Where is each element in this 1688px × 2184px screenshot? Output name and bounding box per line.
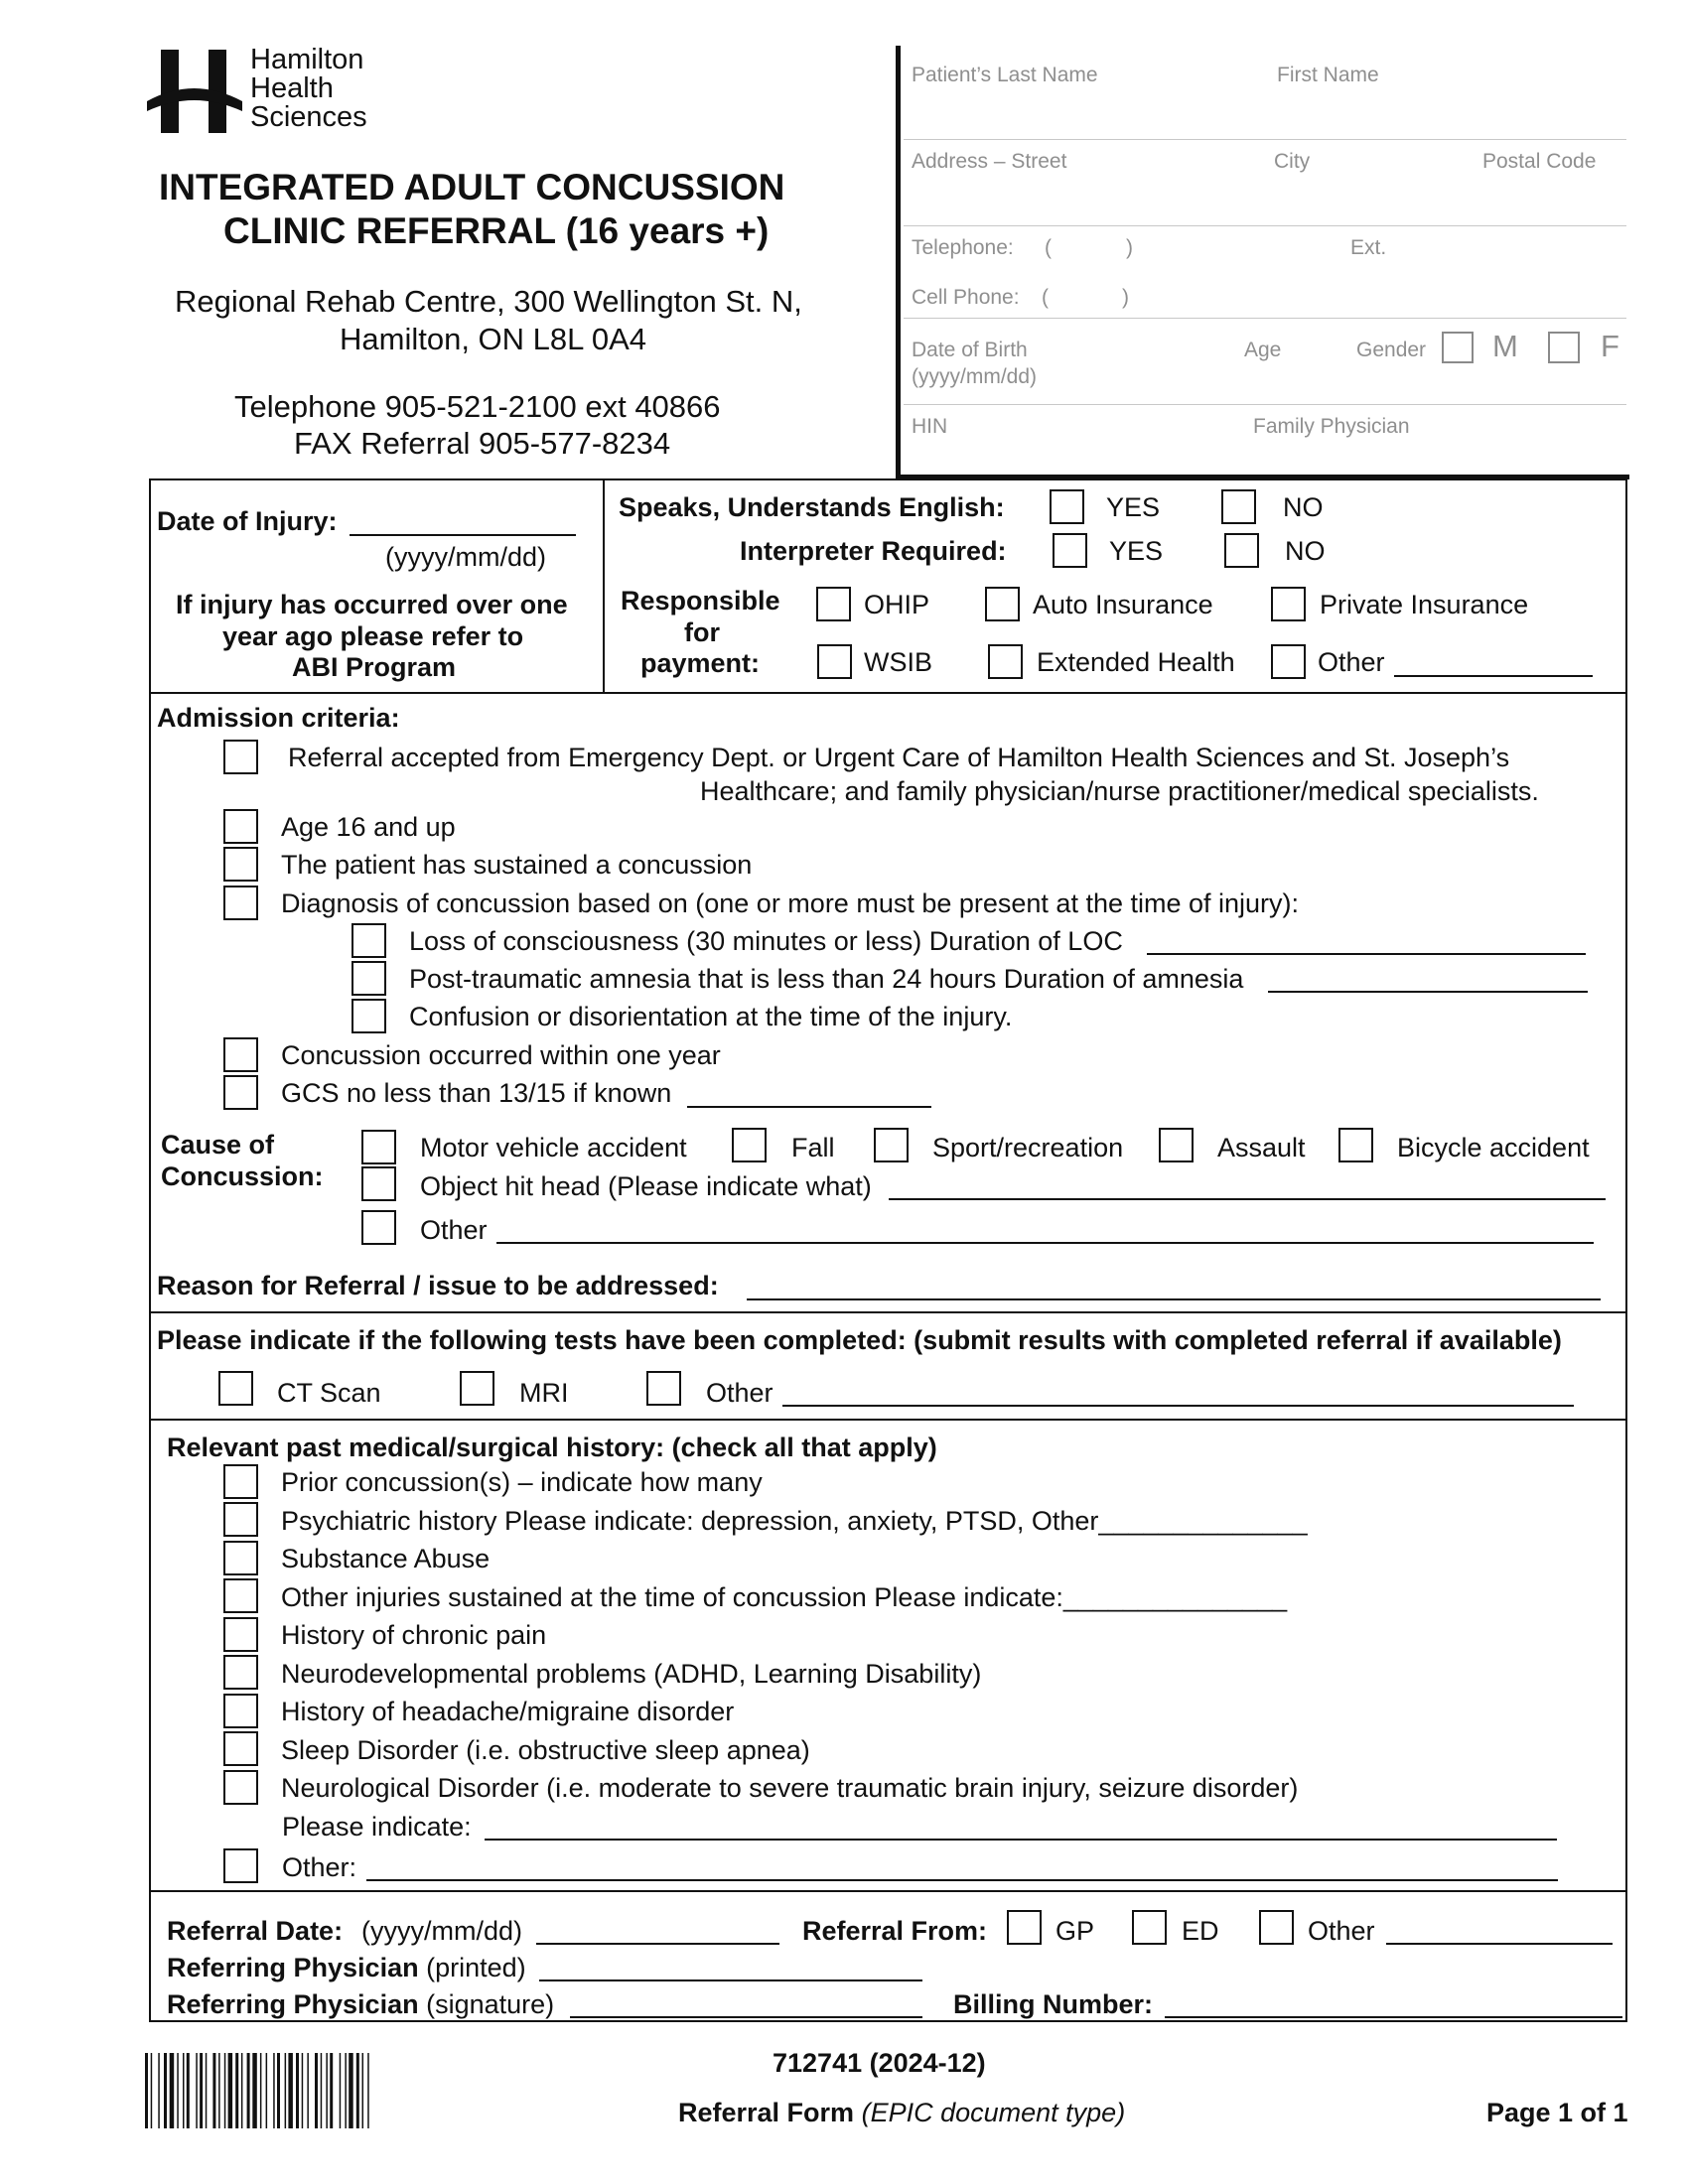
amnesia-checkbox[interactable]	[352, 961, 386, 996]
history-checkbox[interactable]	[223, 1770, 258, 1805]
interpreter-yes-label: YES	[1109, 536, 1164, 566]
interpreter-label: Interpreter Required:	[740, 536, 1007, 566]
referring-physician-label: Referring Physician	[167, 1953, 419, 1982]
referral-accepted-checkbox[interactable]	[223, 740, 258, 774]
gender-f-checkbox[interactable]	[1548, 332, 1580, 363]
confusion-checkbox[interactable]	[352, 999, 386, 1033]
gender-f-label: F	[1601, 329, 1619, 363]
cause-other-label: Other	[420, 1215, 488, 1245]
barcode-bar	[285, 2053, 287, 2128]
barcode-bar	[349, 2053, 353, 2128]
signature-label: (signature)	[426, 1989, 555, 2019]
private-insurance-label: Private Insurance	[1320, 590, 1529, 619]
date-of-injury-field[interactable]	[350, 534, 576, 536]
barcode-bar	[315, 2053, 318, 2128]
payment-other-field[interactable]	[1394, 675, 1593, 677]
ohip-label: OHIP	[864, 590, 930, 619]
section-divider	[149, 1890, 1627, 1892]
history-item: Other injuries sustained at the time of concussion Please indicate:_______________	[281, 1582, 1288, 1612]
barcode-bar	[273, 2053, 275, 2128]
barcode-bar	[307, 2053, 309, 2128]
barcode-bar	[247, 2053, 250, 2128]
cell-paren-close: )	[1122, 286, 1129, 309]
reason-label: Reason for Referral / issue to be addressed:	[157, 1271, 719, 1300]
ct-scan-label: CT Scan	[277, 1378, 381, 1408]
barcode-bar	[241, 2053, 243, 2128]
barcode-bar	[196, 2053, 198, 2128]
tests-other-field[interactable]	[782, 1405, 1574, 1407]
logo-line-3: Sciences	[250, 101, 367, 133]
cause-label-line-1: Cause of	[161, 1130, 275, 1160]
cause-label-line-2: Concussion:	[161, 1161, 324, 1191]
sustained-concussion-checkbox[interactable]	[223, 847, 258, 882]
patient-divider	[904, 318, 1626, 319]
cell-phone-label: Cell Phone:	[912, 286, 1020, 309]
private-insurance-checkbox[interactable]	[1271, 587, 1306, 621]
postal-code-label: Postal Code	[1482, 150, 1597, 173]
barcode-bar	[302, 2053, 304, 2128]
form-bottom-border	[149, 2020, 1627, 2022]
age-16-label: Age 16 and up	[281, 812, 456, 842]
barcode-bar	[164, 2053, 167, 2128]
referring-physician-label: Referring Physician	[167, 1989, 419, 2019]
interpreter-yes-checkbox[interactable]	[1053, 533, 1087, 568]
telephone-paren-open: (	[1045, 236, 1052, 259]
referral-gp-label: GP	[1055, 1916, 1095, 1946]
extended-health-checkbox[interactable]	[988, 644, 1023, 679]
history-item: History of chronic pain	[281, 1620, 547, 1650]
speaks-english-yes-checkbox[interactable]	[1050, 489, 1084, 524]
dob-label-line-1: Date of Birth	[912, 339, 1028, 361]
loc-duration-field[interactable]	[1147, 953, 1586, 955]
diagnosis-checkbox[interactable]	[223, 886, 258, 920]
tests-other-checkbox[interactable]	[646, 1371, 681, 1406]
referral-from-label: Referral From:	[802, 1916, 988, 1946]
history-item: History of headache/migraine disorder	[281, 1697, 735, 1726]
history-checkbox[interactable]	[223, 1617, 258, 1652]
history-checkbox[interactable]	[223, 1464, 258, 1499]
barcode-bar	[218, 2053, 220, 2128]
payment-label-line-2: for	[684, 617, 720, 647]
history-checkbox[interactable]	[223, 1578, 258, 1613]
extended-health-label: Extended Health	[1037, 647, 1235, 677]
logo-line-1: Hamilton	[250, 44, 364, 75]
address-street-label: Address – Street	[912, 150, 1067, 173]
assault-checkbox[interactable]	[1159, 1128, 1194, 1162]
loc-label: Loss of consciousness (30 minutes or less) Duration of LOC	[409, 926, 1123, 956]
barcode-bar	[177, 2053, 179, 2128]
injury-divider	[603, 478, 605, 692]
referral-date-field[interactable]	[536, 1943, 779, 1945]
history-item: Prior concussion(s) – indicate how many	[281, 1467, 763, 1497]
admission-criteria-title: Admission criteria:	[157, 703, 400, 733]
mri-checkbox[interactable]	[460, 1371, 494, 1406]
barcode-bar	[296, 2053, 299, 2128]
barcode-bar	[145, 2053, 148, 2128]
bicycle-label: Bicycle accident	[1397, 1133, 1590, 1162]
tests-other-label: Other	[706, 1378, 774, 1408]
barcode-bar	[330, 2053, 333, 2128]
form-title-line-1: INTEGRATED ADULT CONCUSSION	[159, 167, 785, 207]
auto-insurance-checkbox[interactable]	[985, 587, 1020, 621]
barcode-bar	[158, 2053, 160, 2128]
form-type	[678, 2098, 1125, 2128]
history-item: Psychiatric history Please indicate: depression, anxiety, PTSD, Other______________	[281, 1506, 1308, 1536]
history-item: Substance Abuse	[281, 1544, 491, 1573]
barcode-bar	[345, 2053, 347, 2128]
referral-other-label: Other	[1308, 1916, 1375, 1946]
barcode-bar	[266, 2053, 268, 2128]
referral-accepted-line-2: Healthcare; and family physician/nurse practitioner/medical specialists.	[700, 776, 1539, 806]
wsib-checkbox[interactable]	[817, 644, 852, 679]
referring-physician-printed-field[interactable]	[539, 1979, 922, 1981]
barcode-bar	[288, 2053, 293, 2128]
object-hit-head-checkbox[interactable]	[361, 1166, 396, 1201]
mri-label: MRI	[519, 1378, 569, 1408]
fall-label: Fall	[791, 1133, 835, 1162]
section-divider	[149, 1311, 1627, 1313]
barcode-bar	[252, 2053, 256, 2128]
age-label: Age	[1244, 339, 1282, 361]
barcode-bar	[340, 2053, 342, 2128]
referring-physician-signature-field[interactable]	[570, 2016, 922, 2018]
assault-label: Assault	[1217, 1133, 1306, 1162]
barcode-bar	[326, 2053, 328, 2128]
ext-label: Ext.	[1350, 236, 1387, 259]
please-indicate-label: Please indicate:	[282, 1812, 472, 1842]
telephone-label: Telephone:	[912, 236, 1014, 259]
barcode-bar	[321, 2053, 323, 2128]
history-checkbox[interactable]	[223, 1694, 258, 1728]
patient-area-left-border	[896, 46, 901, 478]
address-line-1: Regional Rehab Centre, 300 Wellington St. N,	[175, 284, 802, 319]
section-divider	[149, 692, 1627, 694]
referral-gp-checkbox[interactable]	[1007, 1910, 1042, 1945]
barcode-bar	[200, 2053, 203, 2128]
ct-scan-checkbox[interactable]	[218, 1371, 253, 1406]
wsib-label: WSIB	[864, 647, 933, 677]
speaks-english-yes-label: YES	[1106, 492, 1161, 522]
billing-number-field[interactable]	[1165, 2016, 1622, 2018]
mva-label: Motor vehicle accident	[420, 1133, 687, 1162]
telephone-paren-close: )	[1126, 236, 1133, 259]
speaks-english-label: Speaks, Understands English:	[619, 492, 1005, 522]
city-label: City	[1274, 150, 1311, 173]
cause-other-checkbox[interactable]	[361, 1210, 396, 1245]
barcode-bar	[228, 2053, 233, 2128]
gender-m-checkbox[interactable]	[1442, 332, 1474, 363]
date-of-injury-format: (yyyy/mm/dd)	[385, 542, 546, 572]
history-item: Sleep Disorder (i.e. obstructive sleep apnea)	[281, 1735, 810, 1765]
referral-other-checkbox[interactable]	[1259, 1910, 1294, 1945]
history-checkbox[interactable]	[223, 1541, 258, 1575]
barcode-bar	[260, 2053, 262, 2128]
address-line-2: Hamilton, ON L8L 0A4	[340, 322, 647, 356]
referral-ed-label: ED	[1182, 1916, 1219, 1946]
barcode-icon	[145, 2053, 428, 2128]
patient-divider	[904, 404, 1626, 405]
history-other-field[interactable]	[366, 1879, 1558, 1881]
barcode-bar	[187, 2053, 190, 2128]
please-indicate-field[interactable]	[485, 1839, 1557, 1841]
form-right-border	[1625, 478, 1627, 2022]
patient-last-name-label: Patient’s Last Name	[912, 64, 1098, 86]
barcode-bar	[235, 2053, 238, 2128]
barcode-bar	[356, 2053, 359, 2128]
form-type-label: Referral Form	[678, 2098, 855, 2127]
barcode-bar	[367, 2053, 369, 2128]
amnesia-label: Post-traumatic amnesia that is less than 24 hours Duration of amnesia	[409, 964, 1244, 994]
within-year-label: Concussion occurred within one year	[281, 1040, 721, 1070]
barcode-bar	[362, 2053, 364, 2128]
barcode-bar	[224, 2053, 226, 2128]
referring-physician-signature	[167, 1989, 554, 2020]
ohip-checkbox[interactable]	[816, 587, 851, 621]
referral-ed-checkbox[interactable]	[1132, 1910, 1167, 1945]
within-year-checkbox[interactable]	[223, 1037, 258, 1072]
sustained-concussion-label: The patient has sustained a concussion	[281, 850, 753, 880]
section-divider	[149, 1419, 1627, 1421]
printed-label: (printed)	[426, 1953, 526, 1982]
history-checkbox[interactable]	[223, 1731, 258, 1766]
cause-other-field[interactable]	[496, 1242, 1594, 1244]
family-physician-label: Family Physician	[1253, 415, 1410, 438]
object-hit-head-label: Object hit head (Please indicate what)	[420, 1171, 872, 1201]
form-title-line-2: CLINIC REFERRAL (16 years +)	[223, 210, 770, 251]
history-checkbox[interactable]	[223, 1655, 258, 1690]
abi-note-line-2: year ago please refer to	[222, 621, 524, 651]
form-left-border	[149, 478, 151, 2022]
sport-label: Sport/recreation	[932, 1133, 1124, 1162]
abi-note-line-3: ABI Program	[292, 652, 457, 682]
billing-number-label: Billing Number:	[953, 1989, 1153, 2019]
bicycle-checkbox[interactable]	[1338, 1128, 1373, 1162]
form-top-border	[149, 478, 1627, 480]
history-other-checkbox[interactable]	[223, 1848, 258, 1883]
barcode-bar	[170, 2053, 175, 2128]
barcode-bar	[206, 2053, 208, 2128]
payment-other-checkbox[interactable]	[1271, 644, 1306, 679]
doc-type-label: (EPIC document type)	[861, 2098, 1126, 2127]
form-number: 712741 (2024-12)	[773, 2048, 986, 2078]
amnesia-duration-field[interactable]	[1268, 991, 1588, 993]
patient-divider	[904, 225, 1626, 226]
payment-label-line-1: Responsible	[621, 586, 780, 615]
loc-checkbox[interactable]	[352, 923, 386, 958]
age-16-checkbox[interactable]	[223, 809, 258, 844]
history-item: Neurodevelopmental problems (ADHD, Learning Disability)	[281, 1659, 982, 1689]
fall-checkbox[interactable]	[732, 1128, 767, 1162]
interpreter-no-checkbox[interactable]	[1224, 533, 1259, 568]
fax: FAX Referral 905-577-8234	[294, 426, 671, 461]
gender-m-label: M	[1492, 329, 1518, 363]
barcode-bar	[212, 2053, 215, 2128]
history-title: Relevant past medical/surgical history: (check all that apply)	[167, 1433, 937, 1462]
gender-label: Gender	[1356, 339, 1427, 361]
payment-other-label: Other	[1318, 647, 1385, 677]
interpreter-no-label: NO	[1285, 536, 1326, 566]
logo-line-2: Health	[250, 72, 334, 104]
confusion-label: Confusion or disorientation at the time of the injury.	[409, 1002, 1013, 1031]
sport-checkbox[interactable]	[874, 1128, 909, 1162]
referral-other-field[interactable]	[1386, 1943, 1613, 1945]
patient-first-name-label: First Name	[1277, 64, 1379, 86]
gcs-label: GCS no less than 13/15 if known	[281, 1078, 672, 1108]
referral-date-format: (yyyy/mm/dd)	[361, 1916, 522, 1946]
cell-paren-open: (	[1042, 286, 1049, 309]
referring-physician-printed	[167, 1953, 526, 1983]
hin-label: HIN	[912, 415, 948, 438]
object-hit-head-field[interactable]	[889, 1198, 1606, 1200]
gcs-checkbox[interactable]	[223, 1075, 258, 1110]
diagnosis-label: Diagnosis of concussion based on (one or more must be present at the time of injury):	[281, 888, 1300, 918]
barcode-bar	[151, 2053, 153, 2128]
reason-field[interactable]	[747, 1298, 1601, 1300]
hhs-logo-icon	[147, 50, 246, 133]
auto-insurance-label: Auto Insurance	[1033, 590, 1213, 619]
history-checkbox[interactable]	[223, 1502, 258, 1537]
tests-title: Please indicate if the following tests have been completed: (submit results with completed referral if available)	[157, 1325, 1562, 1355]
dob-label-line-2: (yyyy/mm/dd)	[912, 365, 1037, 388]
referral-accepted-line-1: Referral accepted from Emergency Dept. or Urgent Care of Hamilton Health Sciences and St. Joseph’s	[288, 743, 1510, 772]
patient-divider	[904, 139, 1626, 140]
referral-date-label: Referral Date:	[167, 1916, 344, 1946]
history-other-label: Other:	[282, 1852, 357, 1882]
gcs-field[interactable]	[687, 1106, 931, 1108]
speaks-english-no-checkbox[interactable]	[1221, 489, 1256, 524]
logo-text	[250, 46, 367, 132]
barcode-bar	[277, 2053, 280, 2128]
barcode-bar	[183, 2053, 185, 2128]
date-of-injury-label: Date of Injury:	[157, 506, 338, 536]
abi-note-line-1: If injury has occurred over one	[176, 590, 568, 619]
page-number: Page 1 of 1	[1486, 2098, 1628, 2127]
history-item: Neurological Disorder (i.e. moderate to severe traumatic brain injury, seizure disorder)	[281, 1773, 1299, 1803]
telephone: Telephone 905-521-2100 ext 40866	[234, 389, 721, 424]
payment-label-line-3: payment:	[640, 648, 761, 678]
speaks-english-no-label: NO	[1283, 492, 1324, 522]
mva-checkbox[interactable]	[361, 1130, 396, 1164]
